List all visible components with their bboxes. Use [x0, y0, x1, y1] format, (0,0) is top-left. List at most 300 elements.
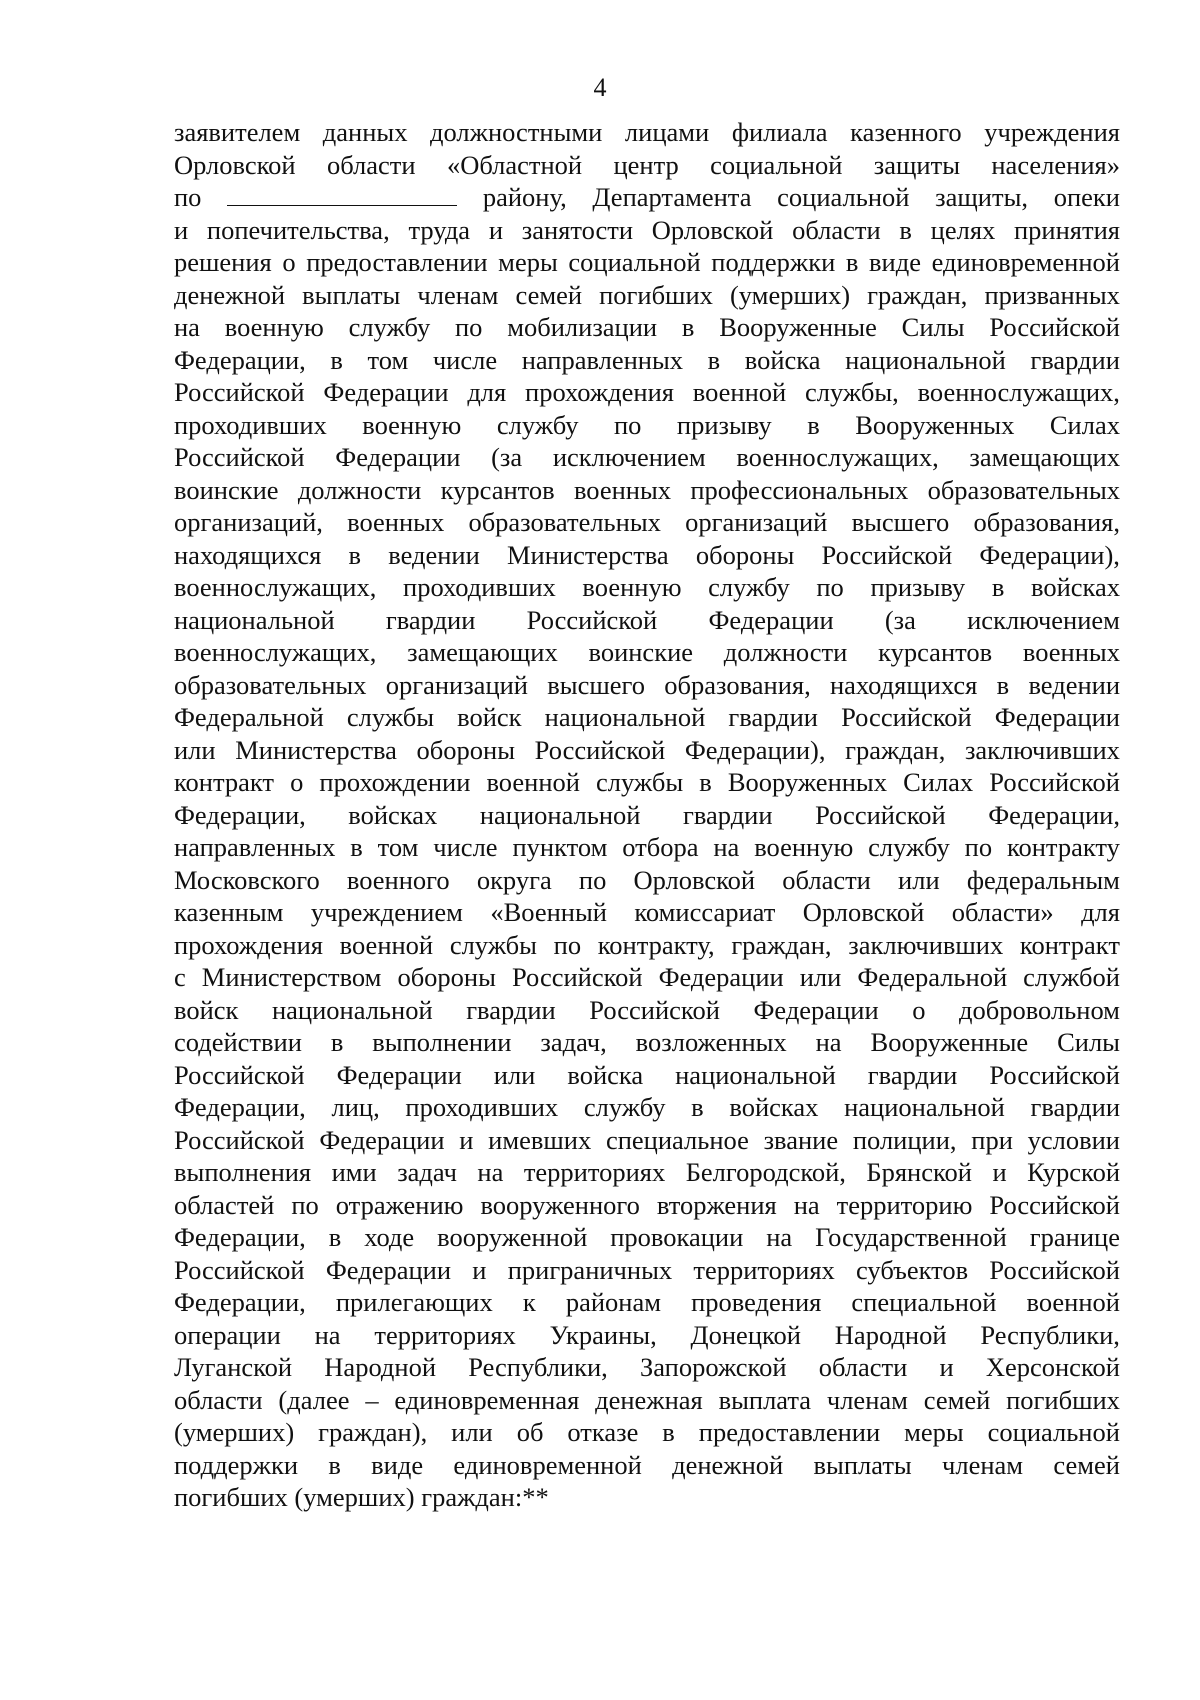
text-word: выплаты — [813, 1449, 912, 1480]
text-word: Силах — [1049, 409, 1120, 440]
text-word: в — [681, 312, 695, 342]
text-line — [174, 571, 1120, 604]
text-word: учреждения — [984, 117, 1120, 147]
text-word: Народной — [324, 1352, 437, 1382]
text-word: об — [516, 1417, 544, 1447]
text-word: Российской — [841, 702, 972, 732]
text-line — [174, 896, 1120, 929]
text-word: Российской — [989, 1254, 1120, 1285]
text-word: выплаты — [302, 279, 401, 310]
text-word: числе — [433, 832, 498, 862]
text-word: или — [493, 1059, 536, 1090]
fill-in-blank — [227, 181, 457, 206]
text-word: службы, — [805, 377, 899, 407]
text-word: на — [815, 1027, 842, 1057]
text-word: Федерации — [658, 962, 784, 992]
text-word: семей — [1053, 1449, 1120, 1480]
text-word: и — [939, 1352, 954, 1382]
text-word: Государственной — [815, 1222, 1007, 1252]
text-word: службу — [348, 312, 431, 342]
text-word: Федерации, — [174, 1222, 306, 1252]
text-line — [174, 474, 1120, 507]
text-word: Федерации — [323, 377, 449, 407]
text-word: Запорожской — [639, 1352, 787, 1382]
text-word: денежная — [595, 1384, 703, 1415]
text-word: труда — [408, 214, 471, 245]
text-word: службы — [449, 929, 537, 960]
text-word: Российской — [989, 1059, 1120, 1090]
text-word: пунктом — [512, 832, 608, 862]
text-word: Орловской — [802, 897, 925, 927]
text-word: Херсонской — [985, 1352, 1120, 1382]
text-word: обороны — [695, 539, 795, 570]
text-word: лиц, — [331, 1092, 380, 1122]
text-word: к — [522, 1287, 536, 1317]
text-word: национальной — [271, 994, 433, 1025]
text-word: контракту — [1006, 832, 1120, 862]
text-word: в — [707, 344, 721, 375]
text-word: Федерации), — [684, 734, 826, 765]
text-word: на — [477, 1157, 504, 1187]
text-word: Силы — [901, 312, 965, 342]
text-line — [174, 701, 1120, 734]
text-word: казенного — [850, 117, 962, 147]
text-word: обороны — [397, 962, 496, 992]
text-line — [174, 864, 1120, 897]
text-word: Министерством — [201, 962, 382, 992]
text-word: району, — [482, 182, 567, 212]
text-word: Федерации, — [174, 1092, 306, 1122]
text-word: национальной — [479, 799, 641, 830]
text-word: гвардии — [1030, 344, 1120, 375]
text-word: отражению — [335, 1189, 464, 1220]
text-word: Белгородской, — [685, 1157, 846, 1187]
text-word: должности — [297, 474, 422, 505]
text-word: условии — [1027, 1124, 1120, 1155]
text-word: о — [290, 767, 304, 797]
text-word: исключением — [552, 442, 706, 472]
text-word: принятия — [1014, 214, 1120, 245]
text-word: военного — [346, 864, 450, 895]
text-line — [174, 766, 1120, 799]
text-word: защиты, — [935, 182, 1028, 212]
text-word: войсках — [729, 1092, 819, 1122]
text-word: контракту, — [597, 929, 715, 960]
text-line — [174, 539, 1120, 572]
text-word: населения» — [991, 149, 1120, 180]
text-word: Республики, — [468, 1352, 608, 1382]
text-word: по — [578, 864, 607, 895]
text-word: областей — [174, 1189, 275, 1220]
text-word: национальной — [174, 604, 335, 635]
text-word: отбора — [622, 832, 699, 862]
text-word: Силы — [1057, 1027, 1120, 1057]
text-word: решения — [174, 247, 272, 277]
text-word: в — [807, 409, 820, 440]
text-word: призванных — [984, 279, 1120, 310]
text-word: специальной — [851, 1287, 997, 1317]
text-word: возложенных — [635, 1027, 787, 1057]
text-word: Российской — [589, 994, 720, 1025]
text-word: проходивших — [405, 1092, 559, 1122]
text-word: Российской — [989, 1189, 1120, 1220]
text-line — [174, 669, 1120, 702]
text-word: федеральным — [966, 864, 1120, 895]
text-word: национальной — [845, 344, 1006, 375]
text-word: членам — [826, 1384, 908, 1415]
text-word: задач, — [540, 1027, 607, 1057]
text-word: Федерации), — [979, 539, 1120, 570]
text-word: военной — [692, 377, 787, 407]
text-word: в — [330, 1027, 344, 1057]
text-word: Министерства — [235, 734, 397, 765]
text-word: направленных — [521, 344, 684, 375]
text-line — [174, 929, 1120, 962]
text-word: военных — [573, 474, 672, 505]
text-word: Российской — [815, 799, 946, 830]
text-word: заявителем — [174, 117, 301, 147]
text-word: проведения — [691, 1287, 822, 1317]
text-word: войсках — [1030, 572, 1120, 602]
text-line — [174, 506, 1120, 539]
text-word: Департамента — [592, 182, 752, 212]
text-word: центр — [613, 149, 679, 180]
text-word: гвардии — [466, 994, 556, 1025]
text-line — [174, 831, 1120, 864]
text-word: войск — [457, 702, 522, 732]
text-line — [174, 116, 1120, 149]
text-word: на — [713, 832, 740, 862]
text-word: добровольном — [959, 994, 1120, 1025]
text-word: с — [174, 962, 186, 992]
text-word: замещающих — [969, 442, 1120, 472]
text-word: образовательных — [927, 474, 1120, 505]
text-word: в — [991, 572, 1005, 602]
text-line — [174, 409, 1120, 442]
text-line — [174, 1189, 1120, 1222]
text-word: военнослужащих, — [917, 377, 1120, 407]
text-word: области» — [951, 897, 1054, 927]
text-word: попечительства, — [206, 214, 390, 245]
text-word: замещающих — [407, 637, 558, 667]
text-word: Республики, — [980, 1319, 1120, 1350]
text-word: Российской — [174, 377, 305, 407]
text-word: виде — [371, 1449, 424, 1480]
text-word: национальной — [844, 1092, 1005, 1122]
text-word: данных — [322, 117, 408, 147]
text-word: Луганской — [174, 1352, 293, 1382]
text-word: военнослужащих, — [174, 572, 377, 602]
text-line — [174, 1481, 1120, 1514]
text-word: Орловской — [651, 214, 774, 245]
text-word: предоставлении — [698, 1417, 881, 1447]
text-word: граждан, — [845, 734, 946, 765]
text-word: и — [174, 214, 189, 245]
text-word: на — [174, 312, 200, 342]
text-word: в — [996, 669, 1010, 700]
text-word: организаций — [385, 669, 528, 700]
text-word: комиссариат — [634, 897, 776, 927]
text-word: субъектов — [856, 1254, 969, 1285]
text-line — [174, 246, 1120, 279]
text-word: о — [912, 994, 926, 1025]
text-word: на — [766, 1222, 793, 1252]
text-word: по — [964, 832, 993, 862]
text-word: территориях — [693, 1254, 835, 1285]
text-word: виде — [869, 247, 921, 277]
text-word: прилегающих — [335, 1287, 493, 1317]
text-word: находящихся — [174, 539, 322, 570]
text-word: Федерации — [708, 604, 834, 635]
text-word: имевших — [488, 1124, 592, 1155]
text-word: должности — [723, 637, 848, 667]
text-word: в — [330, 344, 343, 375]
text-word: образования, — [664, 669, 811, 700]
text-word: по — [291, 1189, 319, 1220]
text-word: провокации — [610, 1222, 744, 1252]
text-word: на — [314, 1319, 341, 1350]
text-word: Федерации — [753, 994, 879, 1025]
text-word: Российской — [989, 767, 1120, 797]
text-word: Донецкой — [690, 1319, 801, 1350]
text-word: граждан, — [867, 279, 968, 310]
text-word: области — [174, 1384, 263, 1415]
text-word: Федерации, — [174, 344, 306, 375]
text-word: Российской — [526, 604, 658, 635]
text-word: Федерации — [335, 442, 461, 472]
text-word: семей — [923, 1384, 991, 1415]
document-body — [174, 116, 1120, 1514]
text-word: национальной — [675, 1059, 836, 1090]
text-line — [174, 1124, 1120, 1157]
text-word: на — [793, 1189, 820, 1220]
text-word: Вооруженных — [727, 767, 887, 797]
text-word: Федерации, — [174, 799, 306, 830]
text-word: границе — [1029, 1222, 1120, 1252]
text-word: службу — [583, 1092, 666, 1122]
text-word: специальное — [605, 1124, 749, 1155]
text-word: организаций, — [174, 507, 323, 537]
text-line — [174, 1351, 1120, 1384]
text-line — [174, 1026, 1120, 1059]
text-word: территориях — [523, 1157, 666, 1187]
text-word: гвардии — [385, 604, 476, 635]
text-word: ходе — [364, 1222, 415, 1252]
text-word: (за — [884, 604, 916, 635]
text-word: военную — [224, 312, 324, 342]
text-word: гвардии — [728, 702, 818, 732]
text-word: области — [782, 864, 871, 895]
text-word: погибших — [599, 279, 713, 310]
text-word: Федеральной — [857, 962, 1008, 992]
text-line — [174, 311, 1120, 344]
text-word: поддержки — [174, 1449, 299, 1480]
text-word: службу — [496, 409, 579, 440]
text-line — [174, 1091, 1120, 1124]
text-word: отказе — [567, 1417, 639, 1447]
text-word: социальной — [568, 247, 701, 277]
text-word: Федеральной — [174, 702, 324, 732]
text-word: выполнении — [372, 1027, 512, 1057]
text-word: Министерства — [506, 539, 669, 570]
text-word: военную — [754, 832, 854, 862]
text-word: Вооруженные — [719, 312, 877, 342]
text-word: военной — [339, 929, 434, 960]
text-word: в — [328, 1222, 342, 1252]
text-word: Орловской — [174, 149, 296, 180]
text-word: войсках — [348, 799, 438, 830]
text-word: Федерации — [319, 1124, 445, 1155]
text-word: лицами — [624, 117, 710, 147]
text-word: Российской — [989, 312, 1120, 342]
text-word: социальной — [710, 149, 843, 180]
text-word: вооруженной — [437, 1222, 588, 1252]
text-word: денежной — [174, 279, 286, 310]
text-word: должностными — [430, 117, 603, 147]
text-word: – — [365, 1384, 379, 1415]
text-word: приграничных — [507, 1254, 673, 1285]
text-word: (далее — [278, 1384, 350, 1415]
text-word: области — [818, 1352, 908, 1382]
text-word: гвардии — [867, 1059, 958, 1090]
text-word: звание — [763, 1124, 839, 1155]
text-word: обороны — [416, 734, 516, 765]
text-word: единовременная — [394, 1384, 580, 1415]
text-word: национальной — [544, 702, 706, 732]
text-line — [174, 1449, 1120, 1482]
text-line — [174, 1059, 1120, 1092]
text-word: или — [451, 1417, 493, 1447]
text-word: «Военный — [490, 897, 607, 927]
text-word: проходивших — [174, 409, 327, 440]
text-line — [174, 1286, 1120, 1319]
text-word: прохождении — [319, 767, 471, 797]
text-word: казенным — [174, 897, 284, 927]
text-word: ведении — [388, 539, 480, 570]
text-word: при — [971, 1124, 1013, 1155]
text-word: или — [174, 734, 216, 765]
text-word: Брянской — [866, 1157, 972, 1187]
text-word: службы — [596, 767, 684, 797]
text-word: ими — [331, 1157, 377, 1187]
text-word: вооруженного — [480, 1189, 640, 1220]
text-word: Орловской — [633, 864, 756, 895]
text-word: области — [792, 214, 881, 245]
text-word: семей — [515, 279, 583, 310]
text-word: области — [326, 149, 416, 180]
text-word: членам — [942, 1449, 1024, 1480]
text-word: или — [799, 962, 842, 992]
text-word: (умерших) — [729, 279, 851, 310]
text-word: службой — [1023, 962, 1120, 992]
text-word: службы — [346, 702, 435, 732]
text-word: воинские — [174, 474, 279, 505]
text-word: контракт — [1019, 929, 1120, 960]
text-word: заключивших — [964, 734, 1120, 765]
text-word: Украины, — [549, 1319, 657, 1350]
text-word: службу — [868, 832, 950, 862]
text-word: военной — [486, 767, 580, 797]
text-word: числе — [432, 344, 498, 375]
text-word: вторжения — [656, 1189, 777, 1220]
text-word: единовременной — [453, 1449, 642, 1480]
text-word: в — [845, 247, 859, 277]
text-word: полиции, — [852, 1124, 957, 1155]
text-word: высшего — [547, 669, 645, 700]
text-word: о — [282, 247, 296, 277]
text-word: Федерации, — [988, 799, 1120, 830]
text-word: высшего — [851, 507, 950, 537]
text-word: выполнения — [174, 1157, 312, 1187]
text-word: гвардии — [683, 799, 773, 830]
text-word: прохождения — [174, 929, 323, 960]
text-word: образовательных — [174, 669, 367, 700]
text-line — [174, 994, 1120, 1027]
text-word: Вооруженные — [870, 1027, 1029, 1057]
text-word: образования, — [973, 507, 1120, 537]
text-word: Федерации — [325, 1254, 452, 1285]
text-word: по — [816, 572, 844, 602]
text-word: профессиональных — [690, 474, 909, 505]
page-number: 4 — [593, 73, 607, 102]
text-word: учреждением — [310, 897, 463, 927]
text-line — [174, 214, 1120, 247]
text-word: поддержки — [711, 247, 836, 277]
text-word: социальной — [987, 1417, 1120, 1447]
text-word: в — [350, 832, 363, 862]
text-word: или — [898, 864, 940, 895]
text-word: граждан, — [731, 929, 832, 960]
text-word: военной — [1026, 1287, 1120, 1317]
text-word: военнослужащих, — [174, 637, 377, 667]
text-line — [174, 376, 1120, 409]
text-line-content: погибших (умерших) граждан:** — [174, 1482, 549, 1512]
text-word: защиты — [873, 149, 960, 180]
text-word: Российской — [174, 1124, 305, 1155]
text-word: и — [459, 1124, 474, 1155]
text-word: военнослужащих, — [736, 442, 939, 472]
text-line — [174, 961, 1120, 994]
text-word: в — [699, 767, 712, 797]
text-word: социальной — [777, 182, 910, 212]
text-word: в — [348, 539, 362, 570]
text-line — [174, 181, 1120, 214]
text-line — [174, 441, 1120, 474]
text-word: округа — [476, 864, 552, 895]
text-word: единовременной — [931, 247, 1120, 277]
text-word: (умерших) — [174, 1417, 295, 1447]
text-word: военную — [362, 409, 462, 440]
text-word: заключивших — [848, 929, 1004, 960]
text-word: Российской — [511, 962, 643, 992]
text-word: Федерации — [994, 702, 1120, 732]
text-line — [174, 149, 1120, 182]
text-word: опеки — [1053, 182, 1120, 212]
text-word: направленных — [174, 832, 336, 862]
text-word: ведении — [1028, 669, 1120, 700]
text-word: в — [328, 1449, 341, 1480]
text-word: контракт — [174, 767, 274, 797]
text-word: войск — [174, 994, 239, 1025]
text-word: гвардии — [1030, 1092, 1120, 1122]
text-word: территорию — [836, 1189, 973, 1220]
text-word: в — [899, 214, 912, 245]
text-word: военных — [1022, 637, 1120, 667]
text-line — [174, 799, 1120, 832]
text-line — [174, 636, 1120, 669]
text-word: Курской — [1027, 1157, 1120, 1187]
text-word: военных — [347, 507, 445, 537]
